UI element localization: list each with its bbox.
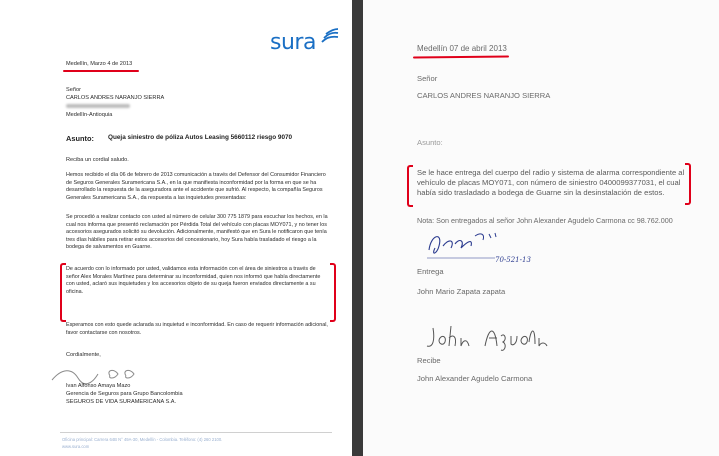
greeting: Reciba un cordial saludo. bbox=[66, 157, 129, 163]
paragraph-3: De acuerdo con lo informado por usted, validamos esta información con el área de siniestros a través de señor Alex Morales Martínez para determinar su inconformidad, quien nos informó que había directamente con usted, aclaró sus inquietudes y los accesorios objeto de su queja fueron enviados directamente a su oficina. bbox=[66, 266, 321, 295]
receive-name: John Alexander Agudelo Carmona bbox=[417, 374, 533, 383]
recipient-city: Medellín-Antioquia bbox=[66, 112, 113, 118]
date-highlight-underline bbox=[63, 70, 139, 72]
delivery-signature-date: 70-521-13 bbox=[495, 256, 531, 264]
letter-date: Medellín, Marzo 4 de 2013 bbox=[66, 61, 133, 67]
delivery-note: Nota: Son entregados al señor John Alexander Agudelo Carmona cc 98.762.000 bbox=[417, 216, 673, 225]
body-text: Se le hace entrega del cuerpo del radio y sistema de alarma correspondiente al vehículo de placas MOY071, con número de siniestro 0400099377031, el cual había sido trasladado a bodega de Guarne sin la desinstalación de estos. bbox=[417, 168, 685, 197]
redacted-address bbox=[66, 104, 130, 108]
paragraph-2: Se procedió a realizar contacto con usted al número de celular 300 775 1879 para escuchar los hechos, en la cual nos informa que presentó reclamación por Pérdida Total del vehículo con placas MOY071, y no tener los accesorios asegurados solicitó su devolución. Adicionalmente, manifestó que en Sura le notificaron que tenía tres días hábiles para retirar estos accesorios del concesionario, hoy Sura había trasladado el riesgo a la bodega de salvamentos en Guarne. bbox=[66, 214, 328, 251]
subject-text: Queja siniestro de póliza Autos Leasing 5660112 riesgo 9070 bbox=[108, 134, 293, 141]
salutation-label: Señor bbox=[66, 87, 81, 93]
body-highlight-bracket-right bbox=[685, 163, 691, 205]
letter-page-left bbox=[0, 0, 352, 456]
subject-label: Asunto: bbox=[417, 138, 443, 147]
deliver-label: Entrega bbox=[417, 267, 444, 276]
paragraph-3-highlight-bracket-right bbox=[330, 263, 336, 322]
footer-divider bbox=[60, 432, 332, 433]
footer-website: www.sura.com bbox=[62, 444, 90, 449]
body-highlight-bracket-left bbox=[407, 165, 413, 207]
letter-page-right bbox=[363, 0, 719, 456]
paragraph-1: Hemos recibido el día 06 de febrero de 2013 comunicación a través del Defensor del Consumidor Financiero de Seguros Generales Suramericana S.A., en la que manifiesta inconformidad por la forma en que se ha desarrollado la respuesta de la aseguradora ante el accidente que sufrió. Al respecto, la compañía Seguros Generales Suramericana S.A., da respuesta a las inquietudes presentadas: bbox=[66, 172, 326, 201]
receive-label: Recibe bbox=[417, 356, 441, 365]
signer-name: Ivan Alfonso Amaya Mazo bbox=[66, 383, 131, 389]
recipient-name: CARLOS ANDRES NARANJO SIERRA bbox=[417, 91, 551, 100]
paragraph-4: Esperamos con esto quede aclarada su inquietud e inconformidad. En caso de requerir información adicional, favor contactarse con nosotros. bbox=[66, 322, 328, 336]
sura-logo: sura bbox=[270, 30, 316, 55]
signer-title: Gerencia de Seguros para Grupo Bancolombia bbox=[66, 391, 183, 397]
footer-address: Oficina principal: Carrera 64B N° 49A-30, Medellín - Colombia. Teléfono: (4) 260 2100. bbox=[62, 437, 223, 442]
signer-company: SEGUROS DE VIDA SURAMERICANA S.A. bbox=[66, 399, 177, 405]
receiver-signature bbox=[425, 320, 555, 356]
letter-date: Medellín 07 de abril 2013 bbox=[417, 44, 507, 53]
subject-label: Asunto: bbox=[66, 134, 94, 143]
salutation-label: Señor bbox=[417, 74, 438, 83]
closing: Cordialmente, bbox=[66, 352, 101, 358]
recipient-name: CARLOS ANDRES NARANJO SIERRA bbox=[66, 95, 165, 101]
date-highlight-underline bbox=[413, 55, 509, 58]
sura-logo-mark-icon bbox=[320, 28, 340, 46]
deliver-name: John Mario Zapata zapata bbox=[417, 287, 506, 296]
